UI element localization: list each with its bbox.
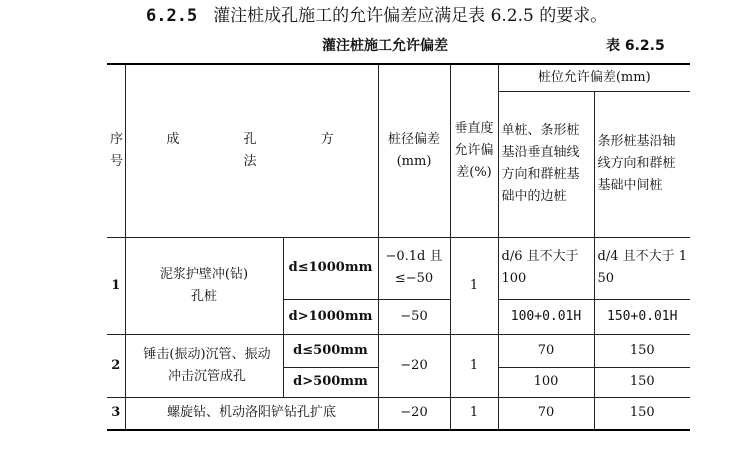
row2-seq: 2 — [107, 334, 125, 397]
row3-vertical: 1 — [450, 397, 498, 430]
section-text: 灌注桩成孔施工的允许偏差应满足表 6.2.5 的要求。 — [213, 6, 608, 26]
row2-method: 锤击(振动)沉管、振动冲击沉管成孔 — [125, 334, 283, 397]
header-diameter: 桩径偏差(mm) — [378, 64, 450, 237]
header-seq: 序号 — [107, 64, 125, 237]
row2-pos-b-1: 150 — [594, 334, 690, 367]
row1-pos-b-1: d/4 且不大于 150 — [594, 237, 690, 299]
header-method: 成 孔 方 法 — [125, 64, 378, 237]
row1-pos-a-1: d/6 且不大于 100 — [498, 237, 594, 299]
table-caption-title: 灌注桩施工允许偏差 — [322, 38, 448, 54]
row1-cond-2: d>1000mm — [283, 299, 378, 334]
table-row — [107, 237, 690, 299]
row3-seq: 3 — [107, 397, 125, 430]
table-row — [107, 397, 690, 430]
header-vertical: 垂直度允许偏差(%) — [450, 64, 498, 237]
row3-method: 螺旋钻、机动洛阳铲钻孔扩底 — [125, 397, 378, 430]
row1-diameter-2: −50 — [378, 299, 450, 334]
row2-diameter: −20 — [378, 334, 450, 397]
tolerance-table — [107, 63, 690, 431]
row2-pos-a-1: 70 — [498, 334, 594, 367]
row2-pos-a-2: 100 — [498, 367, 594, 397]
row1-vertical: 1 — [450, 237, 498, 334]
row2-cond-2: d>500mm — [283, 367, 378, 397]
row2-cond-1: d≤500mm — [283, 334, 378, 367]
row1-cond-1: d≤1000mm — [283, 237, 378, 299]
row1-pos-a-2: 100+0.01H — [498, 299, 594, 334]
row3-pos-a: 70 — [498, 397, 594, 430]
row1-diameter-1: −0.1d 且≤−50 — [378, 237, 450, 299]
row1-method: 泥浆护壁冲(钻)孔桩 — [125, 237, 283, 334]
row1-pos-b-2: 150+0.01H — [594, 299, 690, 334]
header-pos-a: 单桩、条形桩基沿垂直轴线方向和群桩基础中的边桩 — [498, 91, 594, 237]
header-pos-b: 条形桩基沿轴线方向和群桩基础中间桩 — [594, 91, 690, 237]
row2-pos-b-2: 150 — [594, 367, 690, 397]
row1-seq: 1 — [107, 237, 125, 334]
table-caption-number: 表 6.2.5 — [606, 38, 665, 54]
row2-vertical: 1 — [450, 334, 498, 397]
row3-diameter: −20 — [378, 397, 450, 430]
table-row — [107, 334, 690, 367]
section-number: 6.2.5 — [146, 6, 198, 26]
section-heading — [146, 4, 746, 28]
row3-pos-b: 150 — [594, 397, 690, 430]
header-position: 桩位允许偏差(mm) — [498, 64, 690, 91]
